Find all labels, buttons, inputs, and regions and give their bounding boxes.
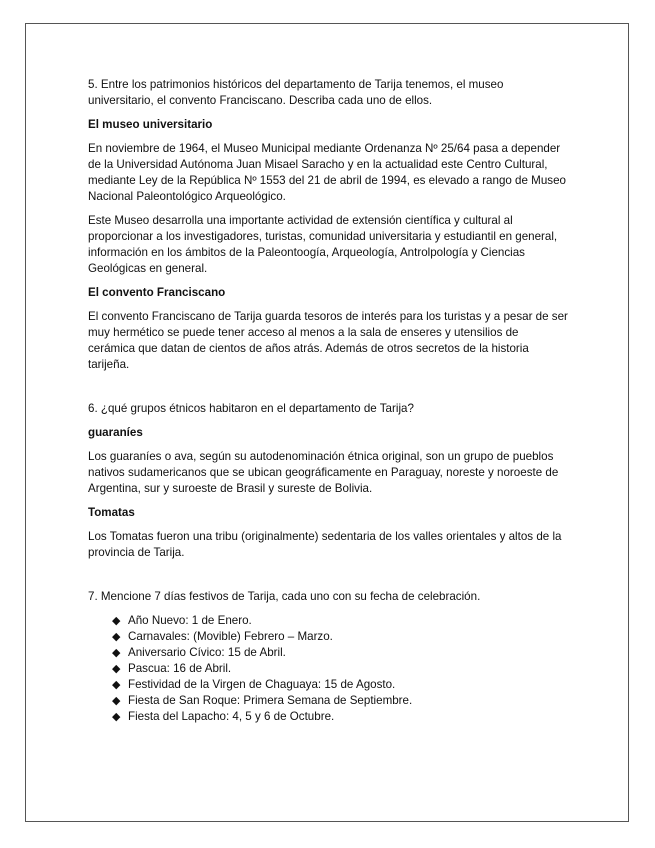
question-6: 6. ¿qué grupos étnicos habitaron en el departamento de Tarija? bbox=[88, 402, 414, 415]
heading-tomatas: Tomatas bbox=[88, 506, 135, 519]
heading-museo-universitario: El museo universitario bbox=[88, 118, 213, 131]
diamond-bullet-icon: ◆ bbox=[112, 663, 121, 675]
list-item: ◆ Año Nuevo: 1 de Enero. bbox=[112, 614, 252, 627]
list-item: ◆ Pascua: 16 de Abril. bbox=[112, 662, 232, 675]
paragraph-museo-2: Este Museo desarrolla una importante actividad de extensión científica y cultural al proporcionar a los investigadores, turistas, comunidad universitaria y estudiantil en general, información en los ámbitos de la Paleontoogía, Arqueología, Antrolpología y Ciencias Geológicas en general. bbox=[88, 214, 558, 275]
diamond-bullet-icon: ◆ bbox=[112, 695, 121, 707]
diamond-bullet-icon: ◆ bbox=[112, 631, 121, 643]
list-item: ◆ Fiesta de San Roque: Primera Semana de Septiembre. bbox=[112, 694, 413, 707]
diamond-bullet-icon: ◆ bbox=[112, 711, 121, 723]
holiday-list bbox=[88, 613, 568, 725]
list-item: ◆ Festividad de la Virgen de Chaguaya: 15 de Agosto. bbox=[112, 678, 396, 691]
heading-convento-franciscano: El convento Franciscano bbox=[88, 286, 226, 299]
question-7: 7. Mencione 7 días festivos de Tarija, cada uno con su fecha de celebración. bbox=[88, 590, 481, 603]
paragraph-museo-1: En noviembre de 1964, el Museo Municipal mediante Ordenanza Nº 25/64 pasa a depender de la Universidad Autónoma Juan Misael Saracho y en la actualidad este Centro Cultural, mediante Ley de la República Nº 1553 del 21 de abril de 1994, es elevado a rango de Museo Nacional Paleontológico Arqueológico. bbox=[88, 142, 566, 203]
page-content bbox=[88, 77, 568, 725]
document-page bbox=[25, 23, 629, 822]
diamond-bullet-icon: ◆ bbox=[112, 615, 121, 627]
list-item: ◆ Aniversario Cívico: 15 de Abril. bbox=[112, 646, 286, 659]
list-item: ◆ Carnavales: (Movible) Febrero – Marzo. bbox=[112, 630, 333, 643]
question-5: 5. Entre los patrimonios históricos del departamento de Tarija tenemos, el museo universitario, el convento Franciscano. Describa cada uno de ellos. bbox=[88, 78, 504, 107]
diamond-bullet-icon: ◆ bbox=[112, 679, 121, 691]
list-item: ◆ Fiesta del Lapacho: 4, 5 y 6 de Octubre. bbox=[112, 710, 335, 723]
diamond-bullet-icon: ◆ bbox=[112, 647, 121, 659]
paragraph-guaranies: Los guaraníes o ava, según su autodenominación étnica original, son un grupo de pueblos nativos sudamericanos que se ubican geográficamente en Paraguay, noreste y noroeste de Argentina, sur y suroeste de Brasil y sureste de Bolivia. bbox=[88, 450, 559, 495]
paragraph-convento: El convento Franciscano de Tarija guarda tesoros de interés para los turistas y a pesar de ser muy hermético se puede tener acceso al menos a la sala de enseres y utensilios de cerámica que datan de cientos de años atrás. Además de otros secretos de la historia tarijeña. bbox=[88, 310, 568, 371]
paragraph-tomatas: Los Tomatas fueron una tribu (originalmente) sedentaria de los valles orientales y altos de la provincia de Tarija. bbox=[88, 530, 562, 559]
heading-guaranies: guaraníes bbox=[88, 426, 143, 439]
